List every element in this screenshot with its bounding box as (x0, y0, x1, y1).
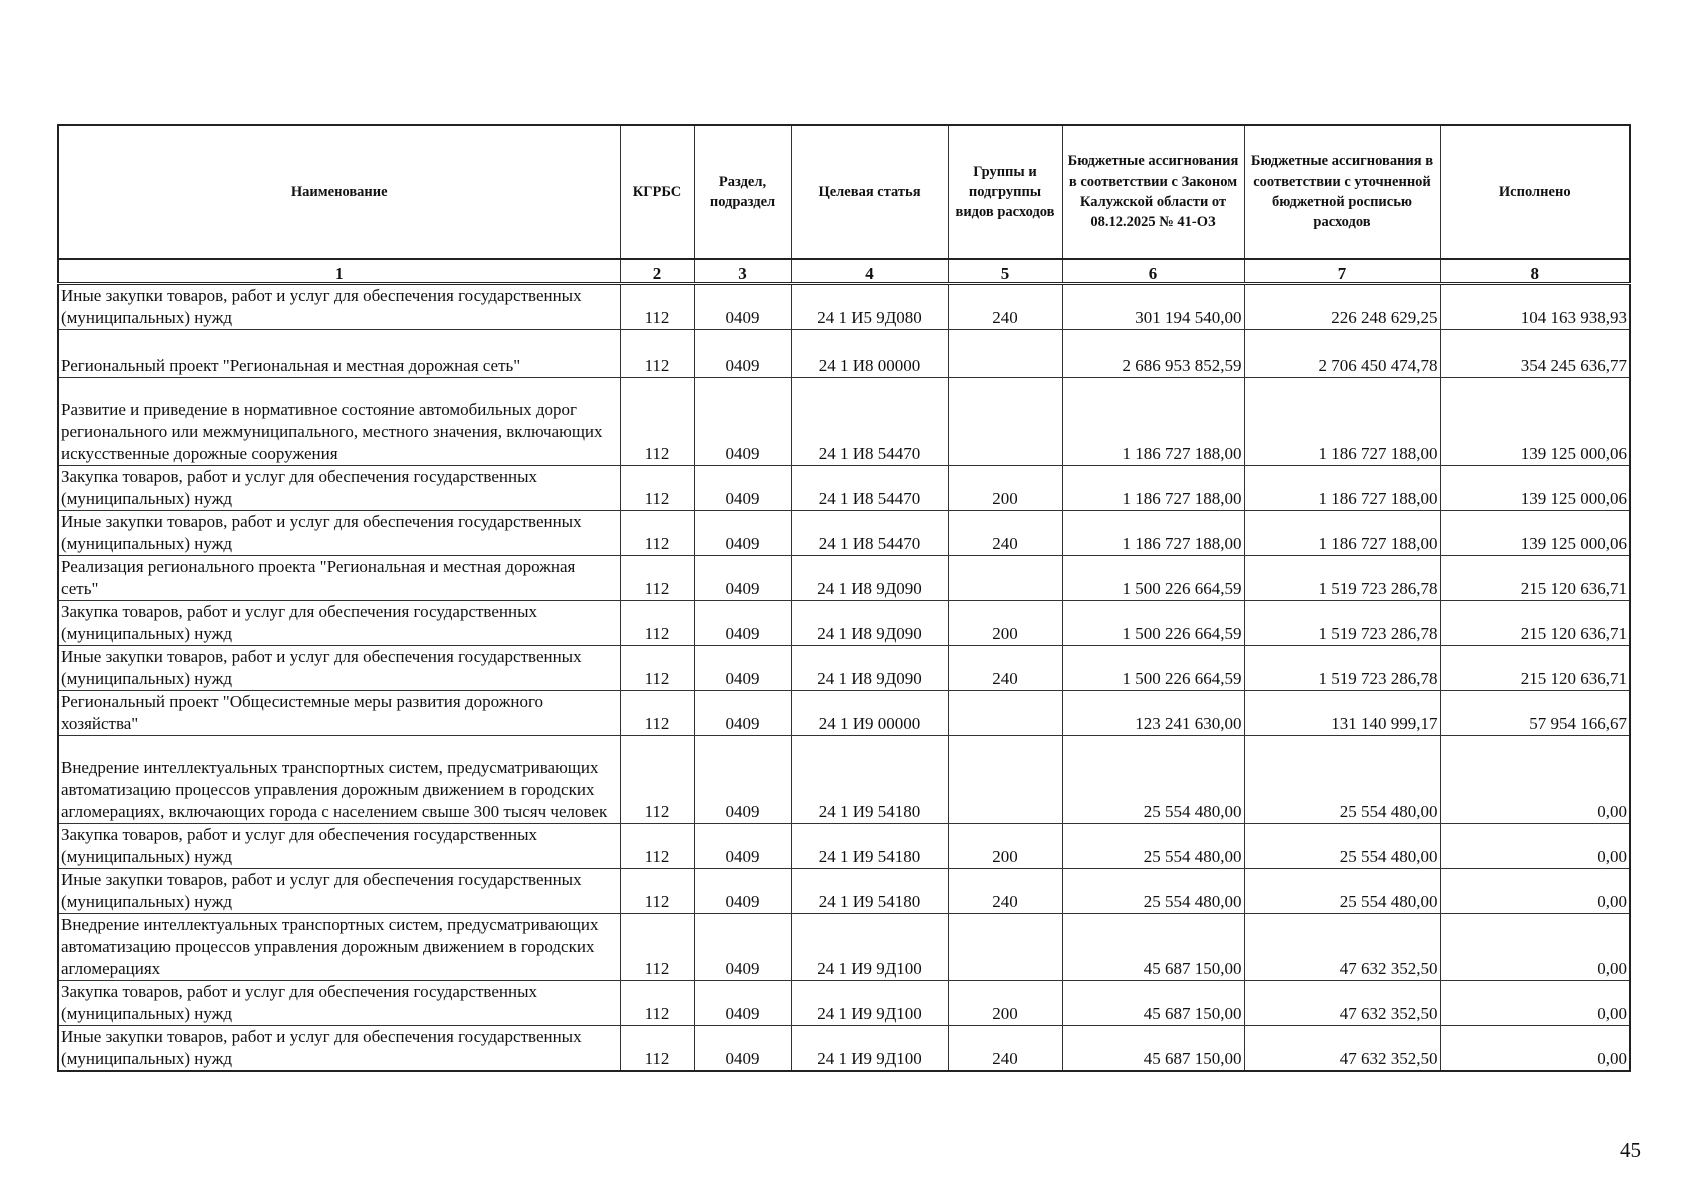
row-law-amount: 1 500 226 664,59 (1062, 601, 1244, 646)
row-law-amount: 45 687 150,00 (1062, 914, 1244, 981)
row-group (948, 556, 1062, 601)
row-target: 24 1 И9 9Д100 (791, 981, 948, 1026)
row-group: 240 (948, 284, 1062, 330)
header-section: Раздел, подраздел (694, 125, 791, 259)
row-refined-amount: 131 140 999,17 (1244, 691, 1440, 736)
table-row (58, 378, 1630, 466)
row-section: 0409 (694, 511, 791, 556)
row-refined-amount: 25 554 480,00 (1244, 736, 1440, 824)
row-law-amount: 1 186 727 188,00 (1062, 466, 1244, 511)
row-name: Иные закупки товаров, работ и услуг для обеспечения государственных (муниципальных) нужд (58, 511, 620, 556)
row-refined-amount: 1 186 727 188,00 (1244, 378, 1440, 466)
row-kgrbs: 112 (620, 601, 694, 646)
header-law: Бюджетные ассигнования в соответствии с Законом Калужской области от 08.12.2025 № 41-ОЗ (1062, 125, 1244, 259)
row-kgrbs: 112 (620, 284, 694, 330)
row-executed-amount: 104 163 938,93 (1440, 284, 1630, 330)
header-refined: Бюджетные ассигнования в соответствии с уточненной бюджетной росписью расходов (1244, 125, 1440, 259)
row-target: 24 1 И8 9Д090 (791, 556, 948, 601)
row-executed-amount: 0,00 (1440, 736, 1630, 824)
column-number: 6 (1062, 259, 1244, 284)
row-group (948, 330, 1062, 378)
column-number: 7 (1244, 259, 1440, 284)
header-row (58, 125, 1630, 259)
row-target: 24 1 И8 9Д090 (791, 601, 948, 646)
row-kgrbs: 112 (620, 869, 694, 914)
row-target: 24 1 И8 9Д090 (791, 646, 948, 691)
row-name: Развитие и приведение в нормативное состояние автомобильных дорог регионального или межмуниципального, местного значения, включающих искусственные дорожные сооружения (58, 378, 620, 466)
row-name: Иные закупки товаров, работ и услуг для обеспечения государственных (муниципальных) нужд (58, 284, 620, 330)
column-number: 5 (948, 259, 1062, 284)
row-section: 0409 (694, 556, 791, 601)
table-row (58, 466, 1630, 511)
row-refined-amount: 25 554 480,00 (1244, 869, 1440, 914)
row-target: 24 1 И9 9Д100 (791, 1026, 948, 1072)
row-refined-amount: 1 186 727 188,00 (1244, 466, 1440, 511)
row-kgrbs: 112 (620, 824, 694, 869)
row-name: Иные закупки товаров, работ и услуг для обеспечения государственных (муниципальных) нужд (58, 869, 620, 914)
row-kgrbs: 112 (620, 378, 694, 466)
row-section: 0409 (694, 869, 791, 914)
page-number: 45 (1620, 1138, 1641, 1162)
row-target: 24 1 И8 54470 (791, 511, 948, 556)
row-section: 0409 (694, 981, 791, 1026)
row-target: 24 1 И8 54470 (791, 466, 948, 511)
header-group: Группы и подгруппы видов расходов (948, 125, 1062, 259)
row-group: 200 (948, 824, 1062, 869)
table-row (58, 646, 1630, 691)
row-law-amount: 1 186 727 188,00 (1062, 378, 1244, 466)
row-name: Реализация регионального проекта "Региональная и местная дорожная сеть" (58, 556, 620, 601)
budget-table (57, 124, 1631, 1072)
row-refined-amount: 1 519 723 286,78 (1244, 601, 1440, 646)
table-row (58, 284, 1630, 330)
row-executed-amount: 0,00 (1440, 981, 1630, 1026)
row-refined-amount: 25 554 480,00 (1244, 824, 1440, 869)
header-target: Целевая статья (791, 125, 948, 259)
row-executed-amount: 0,00 (1440, 869, 1630, 914)
row-law-amount: 1 500 226 664,59 (1062, 556, 1244, 601)
row-kgrbs: 112 (620, 691, 694, 736)
table-row (58, 601, 1630, 646)
table-row (58, 824, 1630, 869)
column-number: 3 (694, 259, 791, 284)
table-row (58, 330, 1630, 378)
table-row (58, 736, 1630, 824)
row-group: 240 (948, 869, 1062, 914)
header-name: Наименование (58, 125, 620, 259)
row-section: 0409 (694, 284, 791, 330)
row-name: Закупка товаров, работ и услуг для обеспечения государственных (муниципальных) нужд (58, 601, 620, 646)
table-body (58, 284, 1630, 1072)
row-target: 24 1 И9 54180 (791, 869, 948, 914)
row-executed-amount: 139 125 000,06 (1440, 511, 1630, 556)
row-target: 24 1 И9 9Д100 (791, 914, 948, 981)
row-group: 200 (948, 601, 1062, 646)
row-section: 0409 (694, 691, 791, 736)
column-number: 2 (620, 259, 694, 284)
row-target: 24 1 И5 9Д080 (791, 284, 948, 330)
row-refined-amount: 2 706 450 474,78 (1244, 330, 1440, 378)
row-kgrbs: 112 (620, 914, 694, 981)
header-kgrbs: КГРБС (620, 125, 694, 259)
row-refined-amount: 47 632 352,50 (1244, 981, 1440, 1026)
column-number: 4 (791, 259, 948, 284)
row-kgrbs: 112 (620, 330, 694, 378)
row-refined-amount: 1 186 727 188,00 (1244, 511, 1440, 556)
row-kgrbs: 112 (620, 466, 694, 511)
row-executed-amount: 139 125 000,06 (1440, 378, 1630, 466)
row-refined-amount: 1 519 723 286,78 (1244, 646, 1440, 691)
table-row (58, 556, 1630, 601)
row-section: 0409 (694, 914, 791, 981)
row-law-amount: 123 241 630,00 (1062, 691, 1244, 736)
row-executed-amount: 0,00 (1440, 914, 1630, 981)
row-executed-amount: 354 245 636,77 (1440, 330, 1630, 378)
row-section: 0409 (694, 824, 791, 869)
row-name: Закупка товаров, работ и услуг для обеспечения государственных (муниципальных) нужд (58, 824, 620, 869)
row-law-amount: 25 554 480,00 (1062, 869, 1244, 914)
row-refined-amount: 1 519 723 286,78 (1244, 556, 1440, 601)
row-group: 200 (948, 981, 1062, 1026)
row-kgrbs: 112 (620, 981, 694, 1026)
row-law-amount: 1 500 226 664,59 (1062, 646, 1244, 691)
row-law-amount: 301 194 540,00 (1062, 284, 1244, 330)
row-group: 200 (948, 466, 1062, 511)
row-group (948, 378, 1062, 466)
row-section: 0409 (694, 601, 791, 646)
row-target: 24 1 И9 54180 (791, 736, 948, 824)
row-refined-amount: 47 632 352,50 (1244, 914, 1440, 981)
row-name: Региональный проект "Региональная и местная дорожная сеть" (58, 330, 620, 378)
row-group: 240 (948, 511, 1062, 556)
row-executed-amount: 57 954 166,67 (1440, 691, 1630, 736)
row-executed-amount: 139 125 000,06 (1440, 466, 1630, 511)
table-row (58, 869, 1630, 914)
row-law-amount: 25 554 480,00 (1062, 736, 1244, 824)
row-law-amount: 45 687 150,00 (1062, 1026, 1244, 1072)
row-law-amount: 25 554 480,00 (1062, 824, 1244, 869)
row-section: 0409 (694, 466, 791, 511)
header-executed: Исполнено (1440, 125, 1630, 259)
row-kgrbs: 112 (620, 736, 694, 824)
row-name: Закупка товаров, работ и услуг для обеспечения государственных (муниципальных) нужд (58, 466, 620, 511)
table-row (58, 981, 1630, 1026)
row-name: Закупка товаров, работ и услуг для обеспечения государственных (муниципальных) нужд (58, 981, 620, 1026)
column-number: 1 (58, 259, 620, 284)
row-group (948, 914, 1062, 981)
row-target: 24 1 И8 00000 (791, 330, 948, 378)
row-name: Иные закупки товаров, работ и услуг для обеспечения государственных (муниципальных) нужд (58, 1026, 620, 1072)
row-kgrbs: 112 (620, 556, 694, 601)
row-executed-amount: 215 120 636,71 (1440, 646, 1630, 691)
table-row (58, 511, 1630, 556)
row-executed-amount: 0,00 (1440, 1026, 1630, 1072)
row-law-amount: 2 686 953 852,59 (1062, 330, 1244, 378)
row-executed-amount: 0,00 (1440, 824, 1630, 869)
row-executed-amount: 215 120 636,71 (1440, 556, 1630, 601)
row-law-amount: 45 687 150,00 (1062, 981, 1244, 1026)
row-refined-amount: 47 632 352,50 (1244, 1026, 1440, 1072)
row-target: 24 1 И9 54180 (791, 824, 948, 869)
table-row (58, 1026, 1630, 1072)
row-section: 0409 (694, 378, 791, 466)
row-section: 0409 (694, 736, 791, 824)
row-kgrbs: 112 (620, 646, 694, 691)
row-name: Внедрение интеллектуальных транспортных систем, предусматривающих автоматизацию процессов управления дорожным движением в городских агломерациях (58, 914, 620, 981)
row-target: 24 1 И9 00000 (791, 691, 948, 736)
row-group (948, 691, 1062, 736)
column-number: 8 (1440, 259, 1630, 284)
row-name: Иные закупки товаров, работ и услуг для обеспечения государственных (муниципальных) нужд (58, 646, 620, 691)
row-executed-amount: 215 120 636,71 (1440, 601, 1630, 646)
row-name: Внедрение интеллектуальных транспортных систем, предусматривающих автоматизацию процессов управления дорожным движением в городских агломерациях, включающих города с населением свыше 300 тысяч человек (58, 736, 620, 824)
row-kgrbs: 112 (620, 1026, 694, 1072)
table-row (58, 691, 1630, 736)
row-group: 240 (948, 1026, 1062, 1072)
table-row (58, 914, 1630, 981)
row-group: 240 (948, 646, 1062, 691)
row-refined-amount: 226 248 629,25 (1244, 284, 1440, 330)
row-name: Региональный проект "Общесистемные меры развития дорожного хозяйства" (58, 691, 620, 736)
column-number-row (58, 259, 1630, 284)
row-section: 0409 (694, 646, 791, 691)
row-target: 24 1 И8 54470 (791, 378, 948, 466)
row-group (948, 736, 1062, 824)
row-law-amount: 1 186 727 188,00 (1062, 511, 1244, 556)
row-section: 0409 (694, 330, 791, 378)
row-kgrbs: 112 (620, 511, 694, 556)
row-section: 0409 (694, 1026, 791, 1072)
